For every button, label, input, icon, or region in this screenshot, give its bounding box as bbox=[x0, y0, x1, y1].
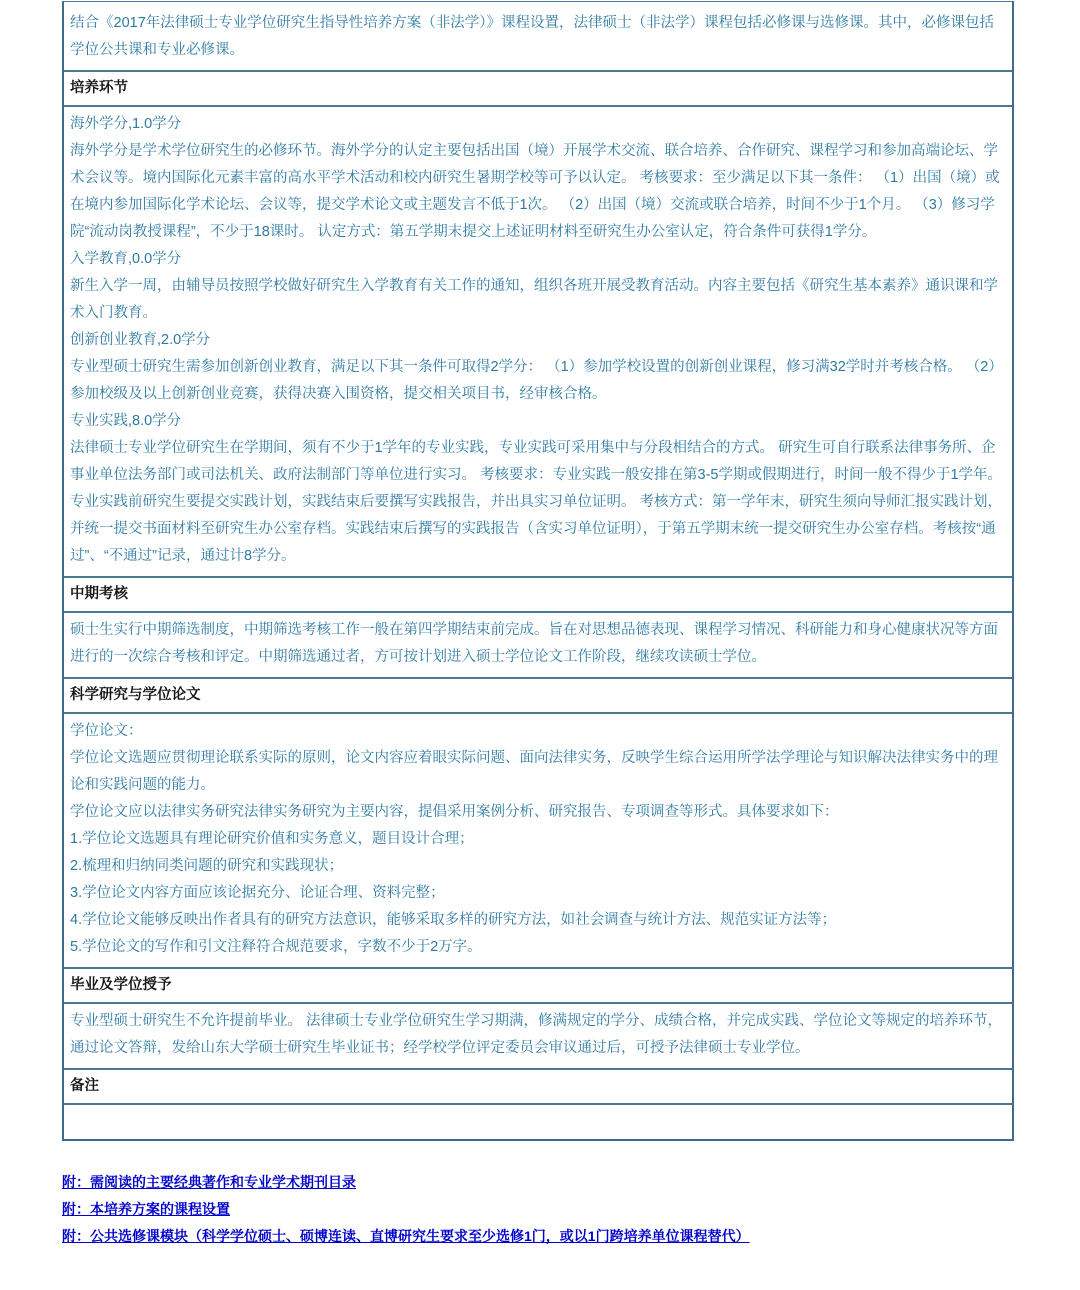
section-body-research-and-thesis bbox=[64, 712, 1012, 967]
section-body-training-stages bbox=[64, 105, 1012, 576]
section-body-midterm-assessment bbox=[64, 611, 1012, 677]
list-item-1: 1.学位论文选题具有理论研究价值和实务意义，题目设计合理； bbox=[70, 831, 474, 847]
training-plan-table bbox=[62, 1, 1014, 1141]
paragraph: 新生入学一周，由辅导员按照学校做好研究生入学教育有关工作的通知，组织各班开展受教育活动。内容主要包括《研究生基本素养》通识课和学术入门教育。 bbox=[70, 278, 998, 321]
section-header-graduation-and-degree bbox=[64, 967, 1012, 1002]
paragraph: 学位论文应以法律实务研究法律实务研究为主要内容，提倡采用案例分析、研究报告、专项调查等形式。具体要求如下： bbox=[70, 804, 839, 820]
list-item-5: 5.学位论文的写作和引文注释符合规范要求，字数不少于2万字。 bbox=[70, 939, 482, 955]
paragraph: 学位论文选题应贯彻理论联系实际的原则，论文内容应着眼实际问题、面向法律实务，反映学生综合运用所学法学理论与知识解决法律实务中的理论和实践问题的能力。 bbox=[70, 750, 998, 793]
section-title: 毕业及学位授予 bbox=[70, 977, 172, 993]
section-title: 科学研究与学位论文 bbox=[70, 687, 201, 703]
attachment-link-course-setup[interactable]: 附：本培养方案的课程设置 bbox=[62, 1201, 230, 1217]
section-title: 中期考核 bbox=[70, 586, 128, 602]
paragraph: 法律硕士专业学位研究生在学期间，须有不少于1学年的专业实践，专业实践可采用集中与分段相结合的方式。 研究生可自行联系法律事务所、企事业单位法务部门或司法机关、政府法制部门等单位进行实习。 考核要求：专业实践一般安排在第3-5学期或假期进行，时间一般不得少于1学年。专业实践前研究生要提交实践计划，实践结束后要撰写实践报告，并出具实习单位证明。 考核方式：第一学年末，研究生须向导师汇报实践计划，并统一提交书面材料至研究生办公室存档。实践结束后撰写的实践报告（含实习单位证明），于第五学期末统一提交研究生办公室存档。考核按“通过”、“不通过”记录，通过计8学分。 bbox=[70, 440, 1003, 564]
section-header-training-stages bbox=[64, 70, 1012, 105]
section-title: 培养环节 bbox=[70, 80, 128, 96]
list-item-3: 3.学位论文内容方面应该论据充分、论证合理、资料完整； bbox=[70, 885, 445, 901]
paragraph: 海外学分是学术学位研究生的必修环节。海外学分的认定主要包括出国（境）开展学术交流、联合培养、合作研究、课程学习和参加高端论坛、学术会议等。境内国际化元素丰富的高水平学术活动和校内研究生暑期学校等可予以认定。 考核要求：至少满足以下其一条件： （1）出国（境）或在境内参加国际化学术论坛、会议等，提交学术论文或主题发言不低于1次。 （2）出国（境）交流或联合培养，时间不少于1个月。 （3）修习学院“流动岗教授课程”，不少于18课时。 认定方式：第五学期末提交上述证明材料至研究生办公室认定，符合条件可获得1学分。 bbox=[70, 143, 1000, 240]
section-header-midterm-assessment bbox=[64, 576, 1012, 611]
paragraph: 学位论文： bbox=[70, 723, 143, 739]
paragraph: 专业型硕士研究生需参加创新创业教育，满足以下其一条件可取得2学分： （1）参加学校设置的创新创业课程，修习满32学时并考核合格。 （2）参加校级及以上创新创业竞赛，获得决赛入围资格，提交相关项目书，经审核合格。 bbox=[70, 359, 1003, 402]
paragraph: 硕士生实行中期筛选制度，中期筛选考核工作一般在第四学期结束前完成。旨在对思想品德表现、课程学习情况、科研能力和身心健康状况等方面进行的一次综合考核和评定。中期筛选通过者，方可按计划进入硕士学位论文工作阶段，继续攻读硕士学位。 bbox=[70, 622, 998, 665]
intro-row bbox=[64, 2, 1012, 70]
paragraph: 创新创业教育,2.0学分 bbox=[70, 332, 211, 348]
attachment-link-public-elective-module[interactable]: 附：公共选修课模块（科学学位硕士、硕博连读、直博研究生要求至少选修1门，或以1门跨培养单位课程替代） bbox=[62, 1228, 750, 1244]
attachment-link-reading-list[interactable]: 附：需阅读的主要经典著作和专业学术期刊目录 bbox=[62, 1174, 356, 1190]
paragraph: 专业型硕士研究生不允许提前毕业。 法律硕士专业学位研究生学习期满，修满规定的学分、成绩合格，并完成实践、学位论文等规定的培养环节，通过论文答辩，发给山东大学硕士研究生毕业证书；经学校学位评定委员会审议通过后，可授予法律硕士专业学位。 bbox=[70, 1013, 1003, 1056]
list-item-4: 4.学位论文能够反映出作者具有的研究方法意识，能够采取多样的研究方法，如社会调查与统计方法、规范实证方法等； bbox=[70, 912, 837, 928]
section-header-research-and-thesis bbox=[64, 677, 1012, 712]
paragraph: 海外学分,1.0学分 bbox=[70, 116, 182, 132]
section-title: 备注 bbox=[70, 1078, 99, 1094]
section-body-remarks-empty bbox=[64, 1103, 1012, 1139]
attachment-links bbox=[62, 1169, 1080, 1250]
section-header-remarks bbox=[64, 1068, 1012, 1103]
paragraph: 专业实践,8.0学分 bbox=[70, 413, 182, 429]
intro-text: 结合《2017年法律硕士专业学位研究生指导性培养方案（非法学）》课程设置，法律硕士（非法学）课程包括必修课与选修课。其中，必修课包括学位公共课和专业必修课。 bbox=[70, 15, 995, 58]
section-body-graduation-and-degree bbox=[64, 1002, 1012, 1068]
list-item-2: 2.梳理和归纳同类问题的研究和实践现状； bbox=[70, 858, 344, 874]
paragraph: 入学教育,0.0学分 bbox=[70, 251, 182, 267]
